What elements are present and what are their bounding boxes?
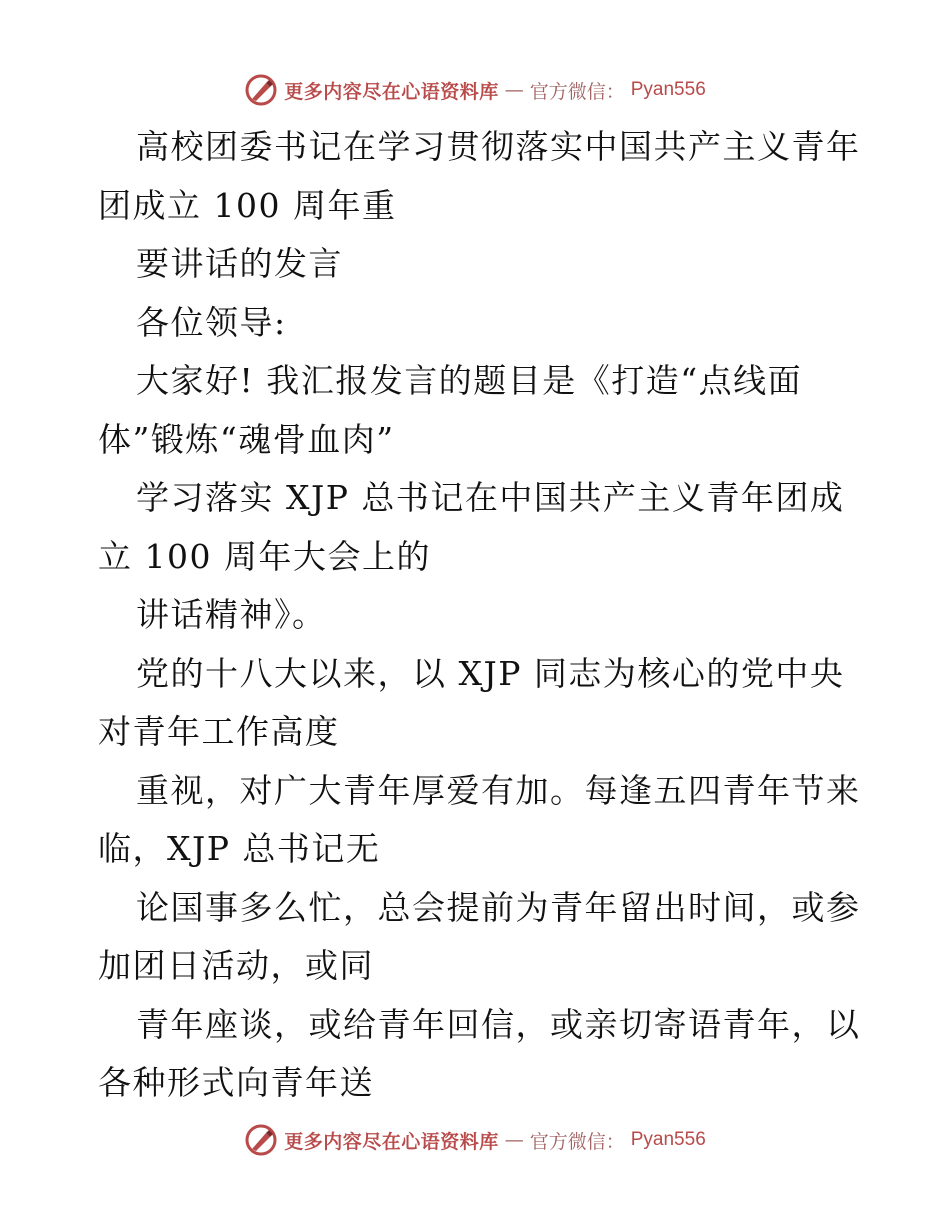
text-line: 高校团委书记在学习贯彻落实中国共产主义青年 — [136, 127, 861, 166]
text-line: 各种形式向青年送 — [98, 1063, 374, 1102]
text-line: 学习落实 XJP 总书记在中国共产主义青年团成 — [136, 478, 845, 517]
banner-main-text: 更多内容尽在心语资料库 — [284, 80, 499, 103]
banner-wechat-label: 官方微信： — [529, 80, 625, 103]
text-line: 体”锻炼“魂骨血肉” — [98, 419, 395, 459]
text-line: 加团日活动，或同 — [98, 946, 374, 985]
text-line: 党的十八大以来，以 XJP 同志为核心的党中央 — [136, 653, 845, 693]
banner-separator: — — [504, 1129, 524, 1151]
text-line: 论国事多么忙，总会提前为青年留出时间，或参 — [136, 887, 861, 927]
text-line: 团成立 100 周年重 — [98, 185, 397, 225]
footer-watermark — [0, 1120, 950, 1160]
text-line: 大家好! 我汇报发言的题目是《打造“点线面 — [136, 361, 803, 400]
banner-wechat-id: Pyan556 — [630, 1129, 706, 1150]
text-line: 立 100 周年大会上的 — [98, 536, 431, 576]
pen-logo-icon — [244, 73, 278, 107]
text-line: 青年座谈，或给青年回信，或亲切寄语青年，以 — [136, 1004, 861, 1044]
text-line: 讲话精神》。 — [136, 595, 327, 634]
text-line: 要讲话的发言 — [136, 244, 343, 283]
text-line: 临，XJP 总书记无 — [98, 829, 381, 868]
text-line: 重视，对广大青年厚爱有加。每逢五四青年节来 — [136, 770, 861, 810]
pen-logo-icon — [244, 1123, 278, 1157]
text-line: 各位领导: — [136, 302, 287, 342]
banner-main-text: 更多内容尽在心语资料库 — [284, 1130, 499, 1153]
document-body — [98, 118, 861, 1113]
banner-wechat-label: 官方微信： — [529, 1130, 625, 1153]
banner-wechat-id: Pyan556 — [630, 79, 706, 100]
text-line: 对青年工作高度 — [98, 712, 340, 751]
header-watermark — [0, 70, 950, 110]
banner-separator: — — [504, 79, 524, 101]
